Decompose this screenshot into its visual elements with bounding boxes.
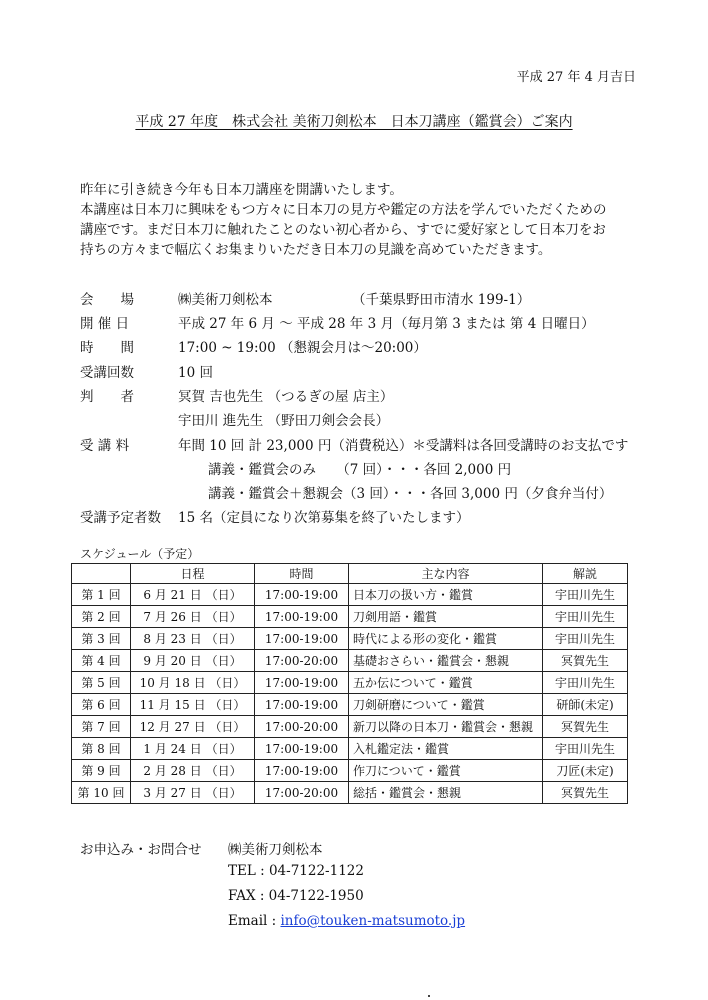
intro-line-2: 本講座は日本刀に興味をもつ方々に日本刀の見方や鑑定の方法を学んでいただくための: [80, 202, 607, 218]
session-no: 第 7 回: [72, 716, 131, 738]
session-no: 第 8 回: [72, 738, 131, 760]
session-no: 第 5 回: [72, 672, 131, 694]
header-topic: 主な内容: [349, 564, 543, 584]
intro-line-4: 持ちの方々まで幅広くお集まりいただき日本刀の見識を高めていただきます。: [80, 242, 552, 258]
session-date: 11 月 15 日 （日）: [131, 694, 255, 716]
session-time: 17:00-19:00: [255, 738, 349, 760]
intro-line-1: 昨年に引き続き今年も日本刀講座を開講いたします。: [80, 182, 403, 198]
time-label: 時 間: [80, 340, 134, 356]
session-topic: 刀剣研磨について・鑑賞: [349, 694, 543, 716]
table-row: [72, 738, 628, 760]
table-row: [72, 628, 628, 650]
header-no: [72, 564, 131, 584]
time-value: 17:00 ~ 19:00 （懇親会月は～20:00）: [178, 340, 427, 356]
table-row: [72, 584, 628, 606]
scan-speck: [428, 995, 430, 997]
table-row: [72, 716, 628, 738]
venue-address: （千葉県野田市清水 199-1）: [352, 292, 531, 308]
email-link[interactable]: info@touken-matsumoto.jp: [280, 913, 466, 929]
session-date: 8 月 23 日 （日）: [131, 628, 255, 650]
session-topic: 新刀以降の日本刀・鑑賞会・懇親: [349, 716, 543, 738]
contact-company: ㈱美術刀剣松本: [228, 842, 323, 858]
session-time: 17:00-19:00: [255, 606, 349, 628]
session-date: 1 月 24 日 （日）: [131, 738, 255, 760]
session-date: 3 月 27 日 （日）: [131, 782, 255, 804]
contact-label: お申込み・お問合せ: [80, 842, 202, 858]
session-no: 第 6 回: [72, 694, 131, 716]
schedule-table: [71, 563, 628, 804]
session-no: 第 2 回: [72, 606, 131, 628]
session-date: 7 月 26 日 （日）: [131, 606, 255, 628]
contact-tel: TEL : 04-7122-1122: [228, 863, 364, 879]
session-no: 第 1 回: [72, 584, 131, 606]
session-topic: 入札鑑定法・鑑賞: [349, 738, 543, 760]
table-row: [72, 694, 628, 716]
session-lecturer: 宇田川先生: [543, 628, 628, 650]
period-label: 開 催 日: [80, 316, 130, 332]
session-time: 17:00-19:00: [255, 760, 349, 782]
session-time: 17:00-20:00: [255, 782, 349, 804]
table-row: [72, 672, 628, 694]
document-date: 平成 27 年 4 月吉日: [516, 70, 636, 85]
table-row: [72, 650, 628, 672]
count-value: 10 回: [178, 365, 213, 381]
session-topic: 基礎おさらい・鑑賞会・懇親: [349, 650, 543, 672]
table-row: [72, 760, 628, 782]
session-topic: 日本刀の扱い方・鑑賞: [349, 584, 543, 606]
session-lecturer: 冥賀先生: [543, 716, 628, 738]
judge-2: 宇田川 進先生 （野田刀剣会会長）: [178, 413, 390, 429]
session-lecturer: 宇田川先生: [543, 672, 628, 694]
fee-label: 受 講 料: [80, 438, 130, 454]
fee-value: 年間 10 回 計 23,000 円（消費税込）＊受講料は各回受講時のお支払です: [178, 438, 629, 454]
table-row: [72, 782, 628, 804]
venue-label: 会 場: [80, 292, 134, 308]
header-lecturer: 解説: [543, 564, 628, 584]
email-label: Email :: [228, 913, 281, 929]
session-time: 17:00-19:00: [255, 584, 349, 606]
contact-email-row: [228, 913, 465, 929]
count-label: 受講回数: [80, 365, 134, 381]
session-date: 2 月 28 日 （日）: [131, 760, 255, 782]
session-lecturer: 冥賀先生: [543, 782, 628, 804]
session-time: 17:00-19:00: [255, 694, 349, 716]
schedule-header-row: [72, 564, 628, 584]
intro-line-3: 講座です。まだ日本刀に触れたことのない初心者から、すでに愛好家として日本刀をお: [80, 222, 606, 238]
session-time: 17:00-19:00: [255, 672, 349, 694]
session-topic: 五か伝について・鑑賞: [349, 672, 543, 694]
session-no: 第 10 回: [72, 782, 131, 804]
session-date: 12 月 27 日 （日）: [131, 716, 255, 738]
session-time: 17:00-19:00: [255, 628, 349, 650]
session-time: 17:00-20:00: [255, 716, 349, 738]
session-topic: 作刀について・鑑賞: [349, 760, 543, 782]
session-date: 10 月 18 日 （日）: [131, 672, 255, 694]
session-topic: 時代による形の変化・鑑賞: [349, 628, 543, 650]
session-no: 第 3 回: [72, 628, 131, 650]
session-date: 9 月 20 日 （日）: [131, 650, 255, 672]
session-time: 17:00-20:00: [255, 650, 349, 672]
header-date: 日程: [131, 564, 255, 584]
capacity-label: 受講予定者数: [80, 510, 161, 526]
judge-1: 冥賀 吉也先生 （つるぎの屋 店主）: [178, 389, 394, 405]
session-topic: 総括・鑑賞会・懇親: [349, 782, 543, 804]
fee-with-party: 講義・鑑賞会＋懇親会（3 回）・・・各回 3,000 円（夕食弁当付）: [208, 486, 613, 502]
judges-label: 判 者: [80, 389, 134, 405]
session-date: 6 月 21 日 （日）: [131, 584, 255, 606]
session-lecturer: 宇田川先生: [543, 606, 628, 628]
session-no: 第 4 回: [72, 650, 131, 672]
session-topic: 刀剣用語・鑑賞: [349, 606, 543, 628]
capacity-value: 15 名（定員になり次第募集を終了いたします）: [178, 510, 470, 526]
session-lecturer: 冥賀先生: [543, 650, 628, 672]
fee-lecture-only: 講義・鑑賞会のみ （7 回）・・・各回 2,000 円: [208, 462, 512, 478]
schedule-title: スケジュール（予定）: [80, 547, 200, 561]
session-no: 第 9 回: [72, 760, 131, 782]
contact-fax: FAX : 04-7122-1950: [228, 888, 364, 904]
session-lecturer: 研師(未定): [543, 694, 628, 716]
venue-value: ㈱美術刀剣松本: [178, 292, 273, 308]
table-row: [72, 606, 628, 628]
period-value: 平成 27 年 6 月 ～ 平成 28 年 3 月（毎月第 3 または 第 4 日曜日）: [178, 316, 595, 332]
session-lecturer: 刀匠(未定): [543, 760, 628, 782]
session-lecturer: 宇田川先生: [543, 584, 628, 606]
document-title: 平成 27 年度 株式会社 美術刀剣松本 日本刀講座（鑑賞会）ご案内: [135, 114, 573, 130]
header-time: 時間: [255, 564, 349, 584]
session-lecturer: 宇田川先生: [543, 738, 628, 760]
